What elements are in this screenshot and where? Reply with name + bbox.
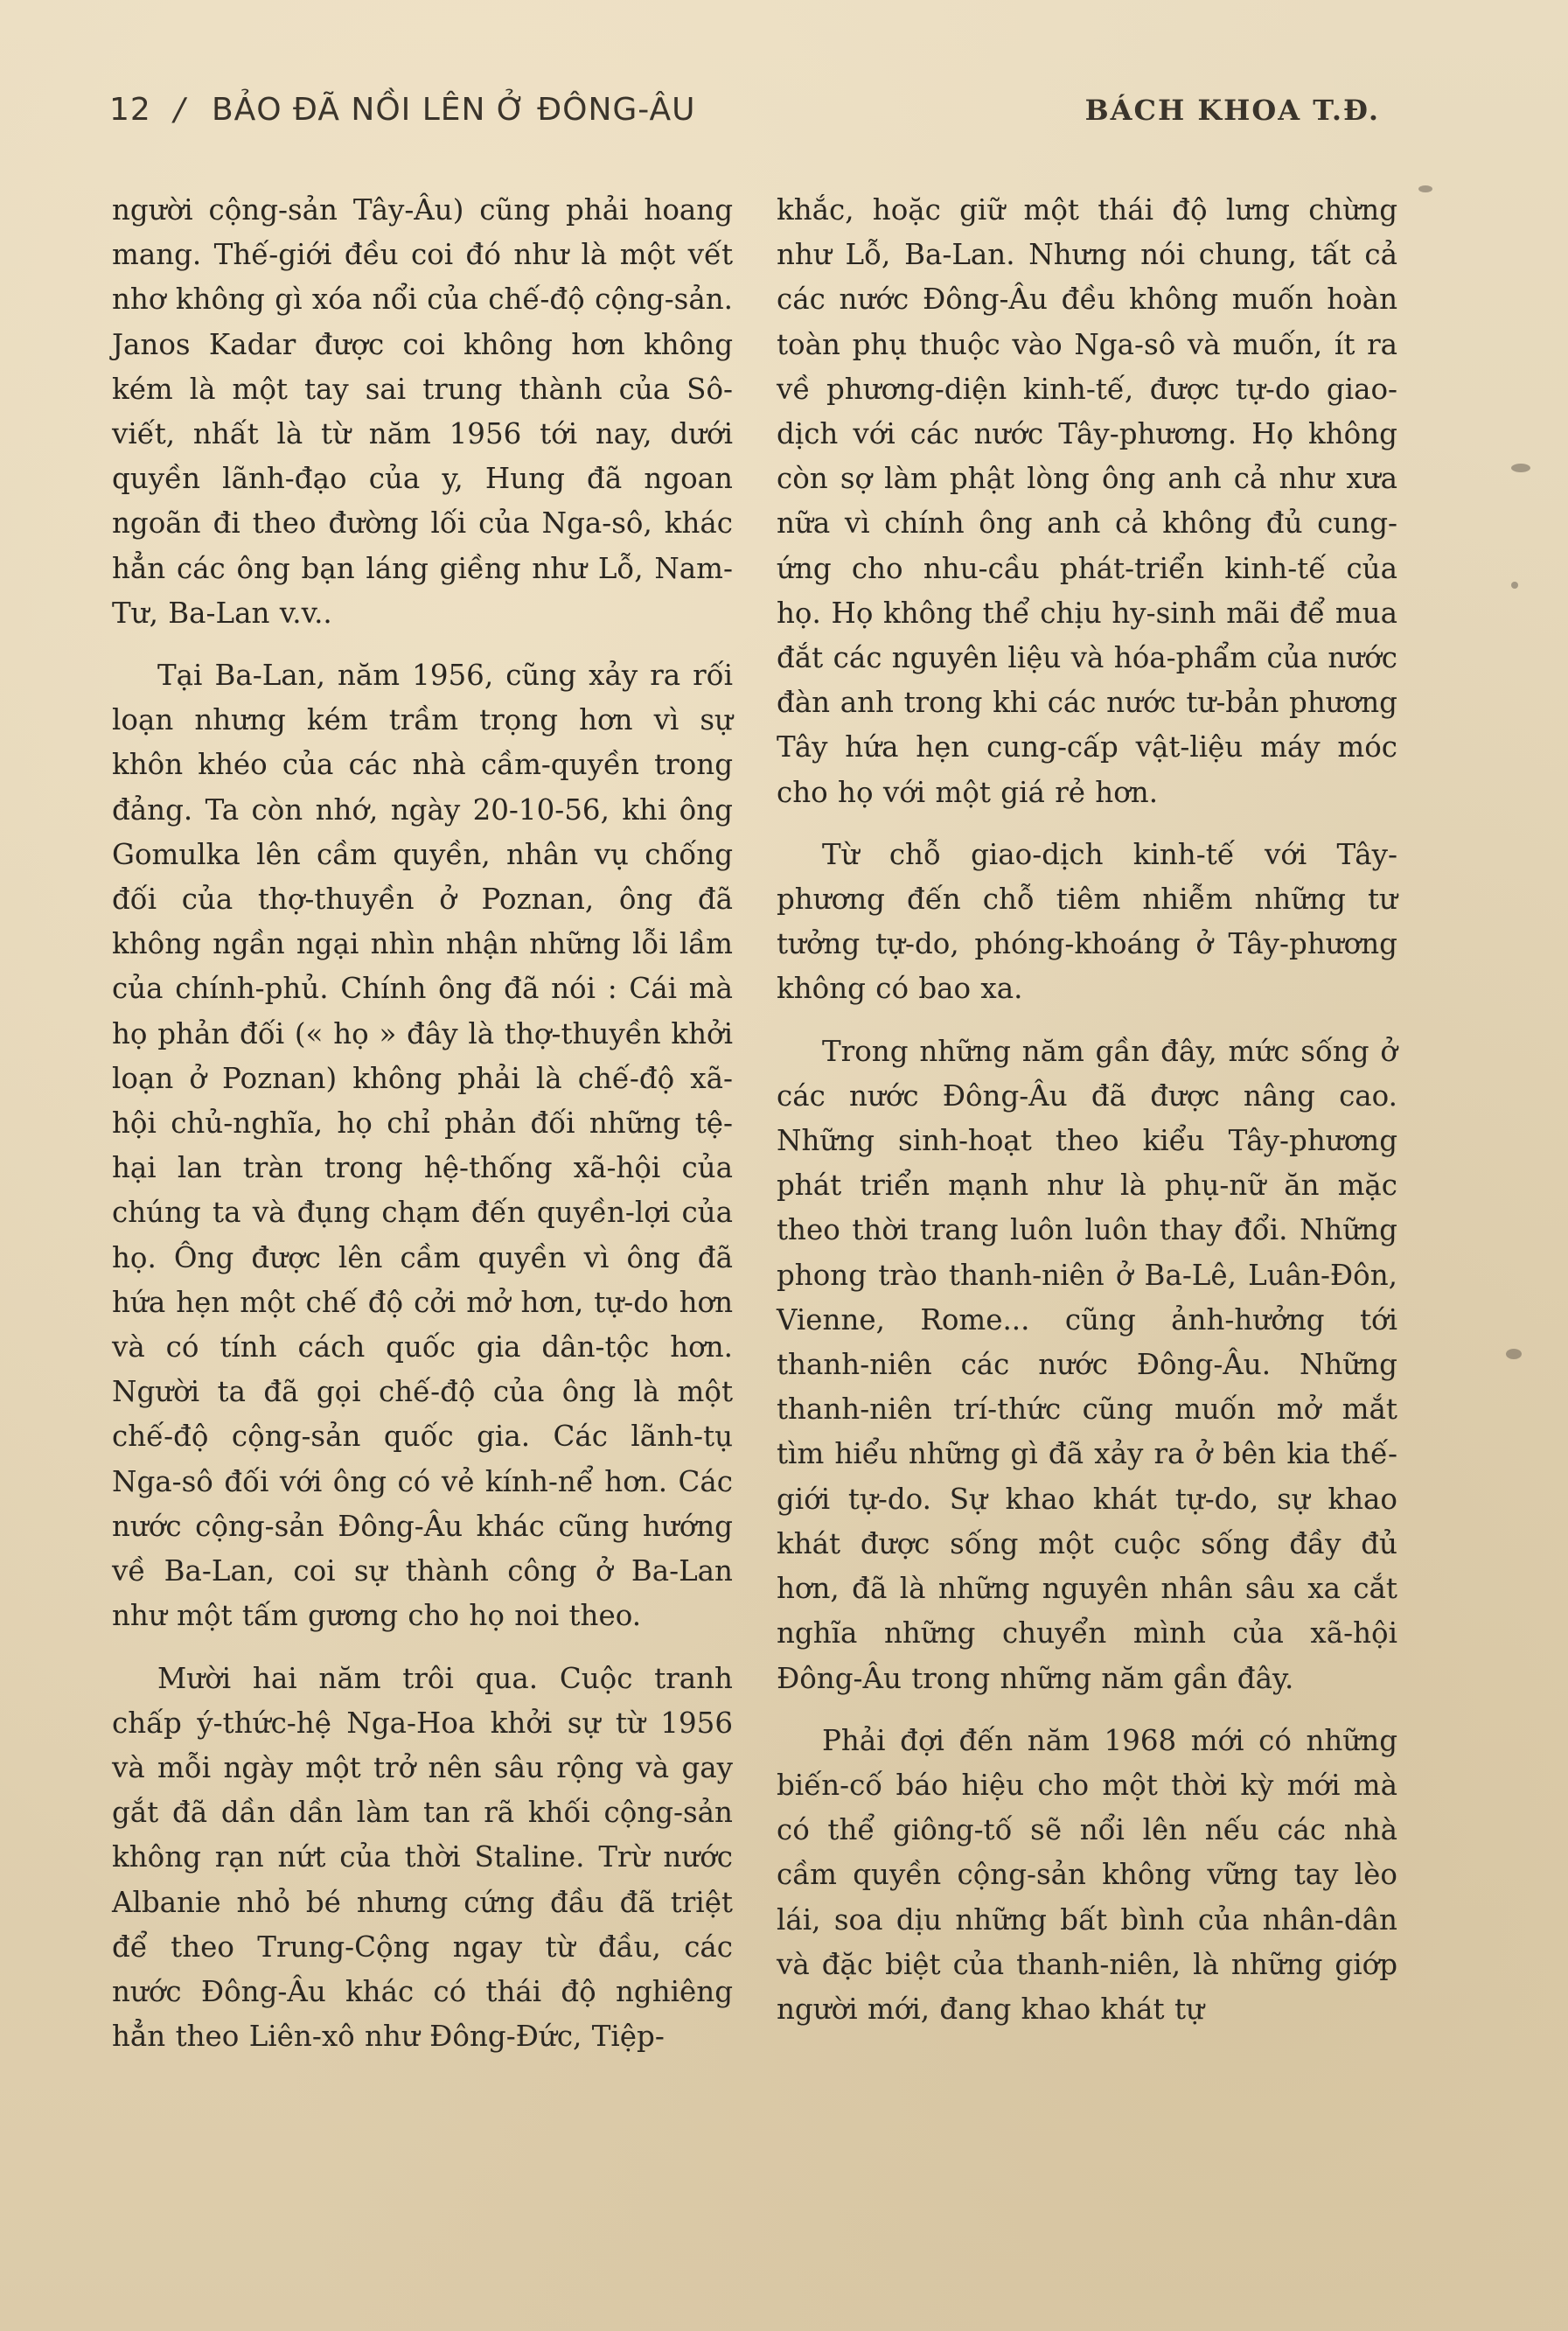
article-body — [112, 188, 1397, 2059]
right-column — [777, 188, 1397, 2059]
article-running-title: BẢO ĐÃ NỒI LÊN Ở ĐÔNG-ÂU — [211, 92, 696, 128]
paper-speck — [1506, 1349, 1522, 1359]
paper-speck — [1511, 464, 1530, 472]
paragraph: Phải đợi đến năm 1968 mới có những biến-cố báo hiệu cho một thời kỳ mới mà có thể giông-tố sẽ nổi lên nếu các nhà cầm quyền cộng-sản không vững tay lèo lái, soa dịu những bất bình của nhân-dân và đặc biệt của thanh-niên, là những giớp người mới, đang khao khát tự — [777, 1723, 1397, 2026]
paper-speck — [1511, 582, 1518, 589]
paragraph: khắc, hoặc giữ một thái độ lưng chừng như Lỗ, Ba-Lan. Nhưng nói chung, tất cả các nước Đông-Âu đều không muốn hoàn toàn phụ thuộc vào Nga-sô và muốn, ít ra về phương-diện kinh-tế, được tự-do giao-dịch với các nước Tây-phương. Họ không còn sợ làm phật lòng ông anh cả như xưa nữa vì chính ông anh cả không đủ cung-ứng cho nhu-cầu phát-triển kinh-tế của họ. Họ không thể chịu hy-sinh mãi để mua đắt các nguyên liệu và hóa-phẩm của nước đàn anh trong khi các nước tư-bản phương Tây hứa hẹn cung-cấp vật-liệu máy móc cho họ với một giá rẻ hơn. — [777, 193, 1397, 809]
magazine-name: BÁCH KHOA T.Đ. — [1084, 94, 1380, 127]
left-column — [112, 188, 733, 2059]
paragraph: Từ chỗ giao-dịch kinh-tế với Tây-phương đến chỗ tiêm nhiễm những tư tưởng tự-do, phóng-khoáng ở Tây-phương không có bao xa. — [777, 837, 1397, 1006]
paragraph: Mười hai năm trôi qua. Cuộc tranh chấp ý-thức-hệ Nga-Hoa khởi sự từ 1956 và mỗi ngày một trở nên sâu rộng và gay gắt đã dần dần làm tan rã khối cộng-sản không rạn nứt của thời Staline. Trừ nước Albanie nhỏ bé nhưng cứng đầu đã triệt để theo Trung-Cộng ngay từ đầu, các nước Đông-Âu khác có thái độ nghiêng hẳn theo Liên-xô như Đông-Đức, Tiệp- — [112, 1661, 733, 2054]
paper-speck — [1418, 185, 1432, 192]
paragraph: người cộng-sản Tây-Âu) cũng phải hoang mang. Thế-giới đều coi đó như là một vết nhơ không gì xóa nổi của chế-độ cộng-sản. Janos Kadar được coi không hơn không kém là một tay sai trung thành của Sô-viết, nhất là từ năm 1956 tới nay, dưới quyền lãnh-đạo của y, Hung đã ngoan ngoãn đi theo đường lối của Nga-sô, khác hẳn các ông bạn láng giềng như Lỗ, Nam-Tư, Ba-Lan v.v.. — [112, 193, 733, 630]
header-separator: / — [173, 92, 185, 128]
running-header — [109, 92, 1380, 136]
paragraph: Tại Ba-Lan, năm 1956, cũng xảy ra rối loạn nhưng kém trầm trọng hơn vì sự khôn khéo của các nhà cầm-quyền trong đảng. Ta còn nhớ, ngày 20-10-56, khi ông Gomulka lên cầm quyền, nhân vụ chống đối của thợ-thuyền ở Poznan, ông đã không ngần ngại nhìn nhận những lỗi lầm của chính-phủ. Chính ông đã nói : Cái mà họ phản đối (« họ » đây là thợ-thuyền khởi loạn ở Poznan) không phải là chế-độ xã-hội chủ-nghĩa, họ chỉ phản đối những tệ-hại lan tràn trong hệ-thống xã-hội của chúng ta và đụng chạm đến quyền-lợi của họ. Ông được lên cầm quyền vì ông đã hứa hẹn một chế độ cởi mở hơn, tự-do hơn và có tính cách quốc gia dân-tộc hơn. Người ta đã gọi chế-độ của ông là một chế-độ cộng-sản quốc gia. Các lãnh-tụ Nga-sô đối với ông có vẻ kính-nể hơn. Các nước cộng-sản Đông-Âu khác cũng hướng về Ba-Lan, coi sự thành công ở Ba-Lan như một tấm gương cho họ noi theo. — [112, 659, 733, 1633]
paragraph: Trong những năm gần đây, mức sống ở các nước Đông-Âu đã được nâng cao. Những sinh-hoạt theo kiểu Tây-phương phát triển mạnh như là phụ-nữ ăn mặc theo thời trang luôn luôn thay đổi. Những phong trào thanh-niên ở Ba-Lê, Luân-Đôn, Vienne, Rome... cũng ảnh-hưởng tới thanh-niên các nước Đông-Âu. Những thanh-niên trí-thức cũng muốn mở mắt tìm hiểu những gì đã xảy ra ở bên kia thế-giới tự-do. Sự khao khát tự-do, sự khao khát được sống một cuộc sống đầy đủ hơn, đã là những nguyên nhân sâu xa cắt nghĩa những chuyển mình của xã-hội Đông-Âu trong những năm gần đây. — [777, 1034, 1397, 1695]
page-number: 12 — [109, 92, 151, 128]
